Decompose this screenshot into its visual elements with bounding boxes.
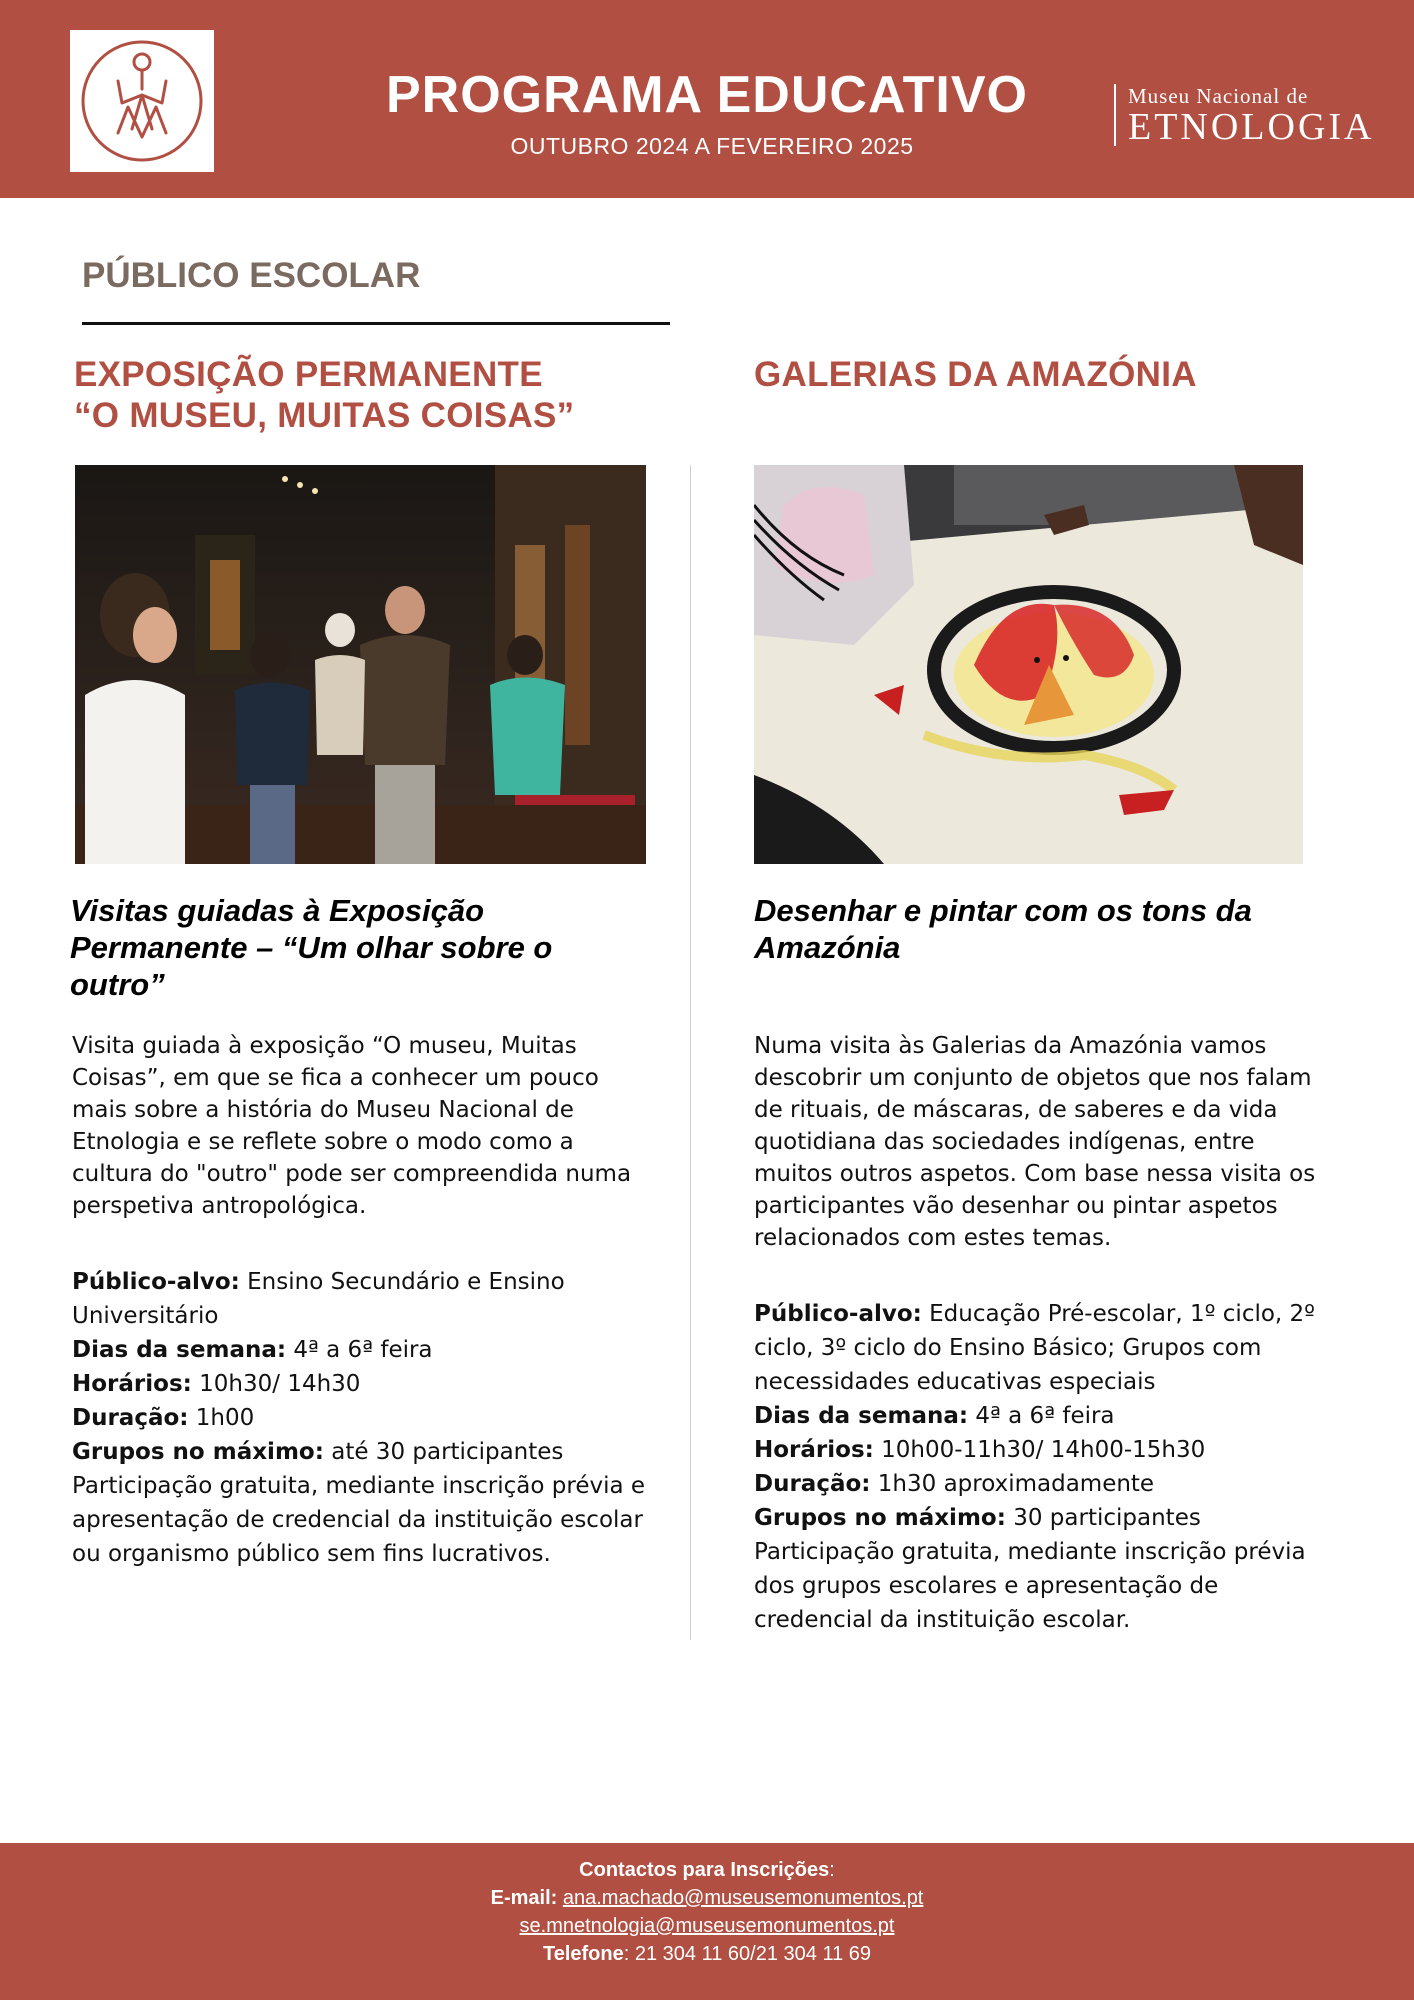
left-dias-label: Dias da semana:	[72, 1337, 287, 1363]
right-horarios-value: 10h00-11h30/ 14h00-15h30	[873, 1437, 1206, 1463]
left-description: Visita guiada à exposição “O museu, Muitas Coisas”, em que se fica a conhecer um pouco mais sobre a história do Museu Nacional de Etnologia e se reflete sobre o modo como a cultura do "outro" pode ser compreendida numa perspetiva antropológica.	[72, 1033, 632, 1219]
email-label: E-mail:	[490, 1887, 558, 1909]
left-grupos-value: até 30 participantes	[323, 1439, 564, 1465]
column-divider	[690, 465, 691, 1640]
left-duracao-label: Duração:	[72, 1405, 189, 1431]
page-title: PROGRAMA EDUCATIVO	[386, 66, 1028, 124]
museum-name-logo[interactable]	[1114, 84, 1375, 146]
left-column-heading	[74, 354, 674, 436]
left-dias-value: 4ª a 6ª feira	[286, 1337, 433, 1363]
right-grupos-label: Grupos no máximo:	[754, 1505, 1006, 1531]
section-divider	[82, 322, 670, 325]
header-banner	[0, 0, 1414, 198]
left-heading-line1: EXPOSIÇÃO PERMANENTE	[74, 355, 543, 394]
left-publico-label: Público-alvo:	[72, 1269, 240, 1295]
left-participacao: Participação gratuita, mediante inscrição prévia e apresentação de credencial da instituição escolar ou organismo público sem fins lucrativos.	[72, 1473, 646, 1567]
left-heading-line2: “O MUSEU, MUITAS COISAS”	[74, 396, 575, 435]
contacts-heading	[0, 1856, 1414, 1884]
drawing-workshop-photo	[754, 465, 1303, 864]
right-dias-label: Dias da semana:	[754, 1403, 969, 1429]
right-description: Numa visita às Galerias da Amazónia vamos descobrir um conjunto de objetos que nos falam de rituais, de máscaras, de saberes e da vida quotidiana das sociedades indígenas, entre muitos outros aspetos. Com base nessa visita os participantes vão desenhar ou pintar aspetos relacionados com estes temas.	[754, 1033, 1316, 1251]
left-publico-value: Ensino Secundário e Ensino Universitário	[72, 1269, 565, 1329]
footer-contacts	[0, 1843, 1414, 2000]
email-link-2[interactable]: se.mnetnologia@museusemonumentos.pt	[519, 1915, 895, 1937]
museum-name-line2: ETNOLOGIA	[1128, 106, 1375, 148]
left-details	[72, 1265, 652, 1571]
right-publico-value: Educação Pré-escolar, 1º ciclo, 2º ciclo, 3º ciclo do Ensino Básico; Grupos com necessidades educativas especiais	[754, 1301, 1316, 1395]
left-horarios-label: Horários:	[72, 1371, 192, 1397]
right-horarios-label: Horários:	[754, 1437, 874, 1463]
museum-visit-photo	[75, 465, 646, 864]
right-details	[754, 1297, 1336, 1637]
right-duracao-value: 1h30 aproximadamente	[870, 1471, 1155, 1497]
contacts-colon: :	[829, 1859, 835, 1881]
right-event-title: Desenhar e pintar com os tons da Amazónia	[754, 893, 1252, 965]
right-photo	[754, 465, 1303, 864]
phone-line	[0, 1940, 1414, 1968]
left-grupos-label: Grupos no máximo:	[72, 1439, 324, 1465]
email-line	[0, 1884, 1414, 1912]
right-column-heading: GALERIAS DA AMAZÓNIA	[754, 355, 1197, 394]
left-horarios-value: 10h30/ 14h30	[191, 1371, 361, 1397]
page-subtitle: OUTUBRO 2024 A FEVEREIRO 2025	[510, 133, 914, 159]
phone-label: Telefone	[542, 1943, 624, 1965]
right-grupos-value: 30 participantes	[1005, 1505, 1201, 1531]
right-duracao-label: Duração:	[754, 1471, 871, 1497]
phone-value: : 21 304 11 60/21 304 11 69	[623, 1943, 872, 1965]
contacts-label: Contactos para Inscrições	[579, 1859, 830, 1881]
left-photo	[75, 465, 646, 864]
email-link-1[interactable]: ana.machado@museusemonumentos.pt	[562, 1887, 924, 1909]
email-line-2	[0, 1912, 1414, 1940]
right-participacao: Participação gratuita, mediante inscrição prévia dos grupos escolares e apresentação de credencial da instituição escolar.	[754, 1539, 1306, 1633]
section-title: PÚBLICO ESCOLAR	[82, 256, 421, 295]
left-event-title: Visitas guiadas à Exposição Permanente – “Um olhar sobre o outro”	[70, 893, 553, 1002]
right-publico-label: Público-alvo:	[754, 1301, 922, 1327]
right-dias-value: 4ª a 6ª feira	[968, 1403, 1115, 1429]
left-duracao-value: 1h00	[188, 1405, 255, 1431]
museum-name-line1: Museu Nacional de	[1128, 84, 1309, 108]
